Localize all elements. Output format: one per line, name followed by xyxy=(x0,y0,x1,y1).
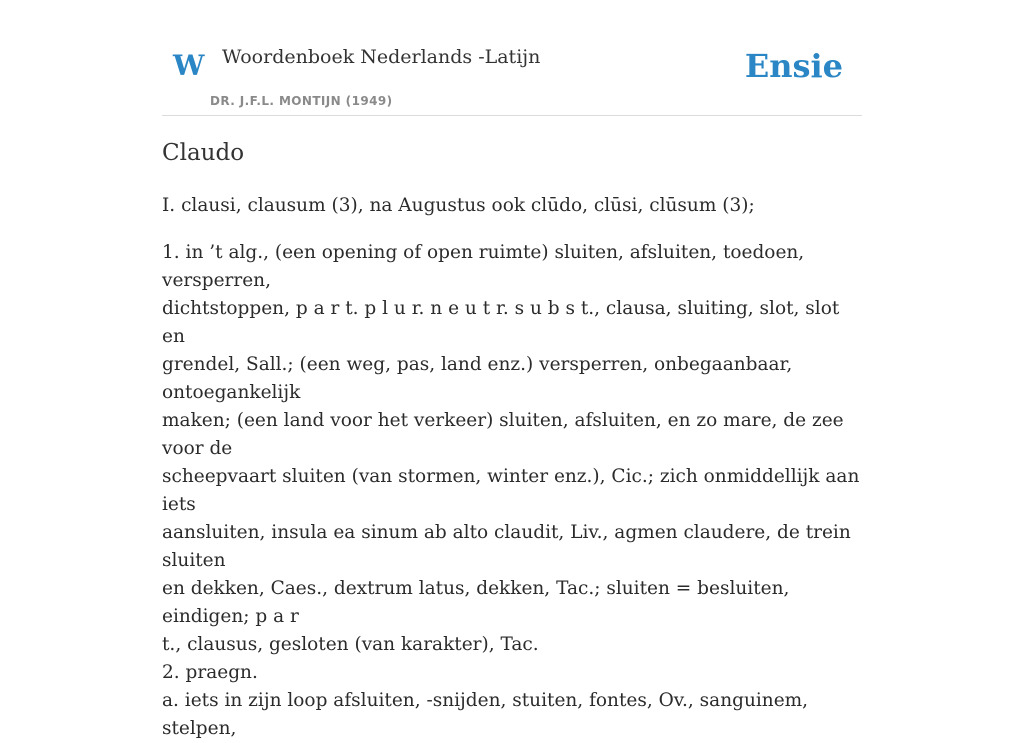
entry-line: 1. in ’t alg., (een opening of open ruimte) sluiten, afsluiten, toedoen, versperren, xyxy=(162,242,805,291)
entry-line: t., clausus, gesloten (van karakter), Tac. xyxy=(162,634,539,655)
entry-title: Claudo xyxy=(162,140,245,166)
entry-line: I. clausi, clausum (3), na Augustus ook clūdo, clūsi, clūsum (3); xyxy=(162,195,755,216)
entry-line: scheepvaart sluiten (van stormen, winter enz.), Cic.; zich onmiddellijk aan iets xyxy=(162,466,860,515)
entry-line: dichtstoppen, p a r t. p l u r. n e u t r. s u b s t., clausa, sluiting, slot, slot en xyxy=(162,298,840,347)
entry-line: a. iets in zijn loop afsluiten, -snijden, stuiten, fontes, Ov., sanguinem, stelpen, xyxy=(162,690,809,739)
book-title-link[interactable]: Woordenboek Nederlands -Latijn xyxy=(222,46,541,68)
book-header xyxy=(162,30,862,116)
entry-content xyxy=(162,192,862,743)
entry-line: en dekken, Caes., dextrum latus, dekken, Tac.; sluiten = besluiten, eindigen; p a r xyxy=(162,578,790,627)
book-author: DR. J.F.L. MONTIJN (1949) xyxy=(210,94,393,108)
entry-line: grendel, Sall.; (een weg, pas, land enz.) versperren, onbegaanbaar, ontoegankelijk xyxy=(162,354,793,403)
book-logo[interactable]: W xyxy=(173,49,205,82)
entry-line: aansluiten, insula ea sinum ab alto claudit, Liv., agmen claudere, de trein sluiten xyxy=(162,522,851,571)
ensie-logo[interactable]: Ensie xyxy=(744,47,843,85)
entry-line: 2. praegn. xyxy=(162,662,258,683)
entry-line: maken; (een land voor het verkeer) sluiten, afsluiten, en zo mare, de zee voor de xyxy=(162,410,844,459)
